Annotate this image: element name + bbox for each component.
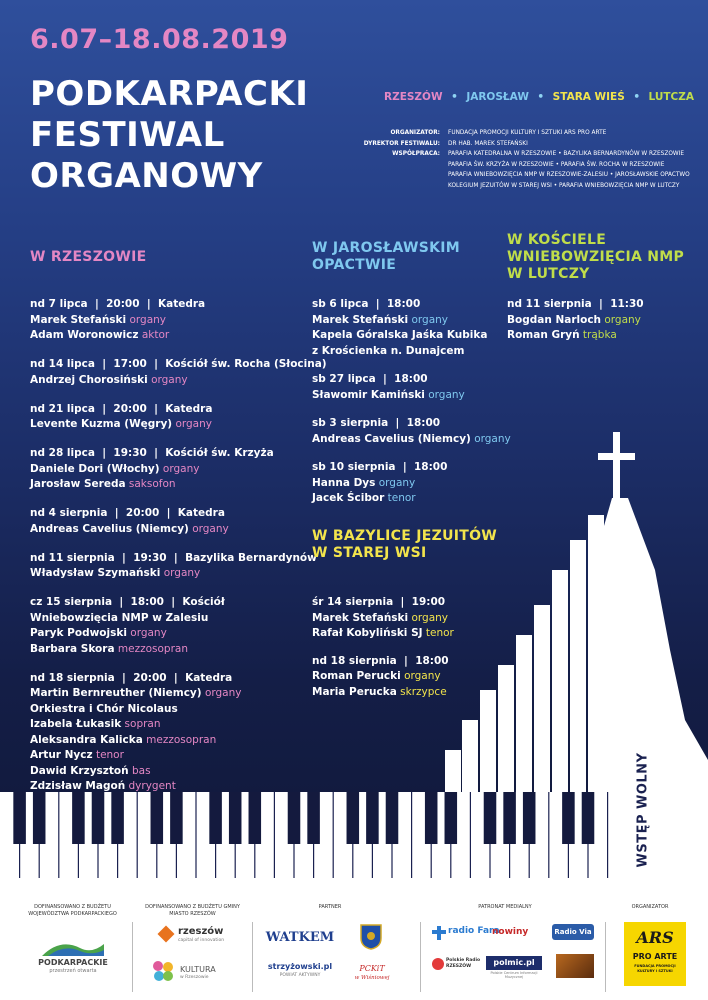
performer-role: organy [175,418,212,430]
jaroslaw-heading [312,240,512,274]
footer-divider [420,922,421,992]
coat-of-arms-icon [360,924,382,950]
title-line-2: FESTIWAL [30,115,225,155]
black-key [347,792,360,844]
performer-role: organy [604,313,641,326]
radio-via-logo: Radio Via [552,924,594,940]
performer-name: Barbara Skora [30,642,115,655]
performer-role: dyrygent [128,780,176,792]
podkarpackie-logo: PODKARPACKIE [38,958,108,967]
lutcza-heading [507,232,697,283]
event-header: cz 15 sierpnia | 18:00 | Kościół [30,596,225,608]
funding-region-label: DOFINANSOWANO Z BUDŻETU WOJEWÓDZTWA PODKARPACKIEGO [28,904,117,917]
city-separator: • [451,91,458,103]
performer-line [312,669,512,685]
performer-role: trąbka [582,329,617,341]
rzeszow-heading: W RZESZOWIE [30,249,147,265]
performer-name: Artur Nycz [30,749,93,761]
performer-name: z Krościenka n. Dunajcem [312,344,465,357]
performer-line [30,642,320,658]
ars-logo-mark: ARS [636,928,674,947]
event-block [30,595,320,657]
credits-block [322,128,702,191]
footer-divider [132,922,133,992]
radio-fara-icon [432,926,446,940]
performer-line [312,388,512,404]
performer-line [312,313,512,329]
nowiny-logo: nowiny [492,927,529,937]
city-stara-wies: STARA WIEŚ [552,91,625,103]
performer-line [312,611,512,627]
performer-name: Levente Kuzma (Węgry) [30,418,173,430]
black-key [484,792,497,844]
performer-role: mezzosopran [146,733,217,746]
director-value: DR HAB. MAREK STEFAŃSKI [448,140,528,147]
polmic-logo: polmic.pl [486,956,542,970]
performer-name: Roman Gryń [507,329,580,341]
cooperation-line: KOLEGIUM JEZUITÓW W STAREJ WSI • PARAFIA WNIEBOWZIĘCIA NMP W LUTCZY [448,182,680,189]
performer-line [30,417,320,433]
city-rzeszow: RZESZÓW [384,91,443,103]
performer-name: Jacek Ścibor [312,492,385,504]
performer-name: Maria Perucka [312,685,397,698]
stara-wies-events [312,595,512,712]
performer-line [30,626,320,642]
black-key [445,792,458,844]
free-entry-label [628,740,658,880]
event-header: sb 3 sierpnia | 18:00 [312,417,441,429]
performer-line [30,733,320,749]
event-header: nd 7 lipca | 20:00 | Katedra [30,298,206,310]
jaroslaw-events [312,297,512,520]
performer-name: Bogdan Narloch [507,313,602,326]
strzyzowski-sub: POWIAT AKTYWNY [279,973,321,978]
performer-role: organy [404,670,441,682]
radio-fara-logo: radio Fara [448,926,500,936]
event-block [312,297,512,359]
performer-name: Jarosław Sereda [30,478,126,490]
event-header: sb 27 lipca | 18:00 [312,373,428,385]
pckit-logo: PCKiT [359,964,385,973]
performer-name: Władysław Szymański [30,567,161,579]
rzeszow-events [30,297,327,808]
strzyzowski-logo: strzyżowski.pl [267,962,333,971]
event-header: nd 14 lipca | 17:00 | Kościół św. Rocha (Słocina) [30,358,327,370]
event-header: nd 21 lipca | 20:00 | Katedra [30,402,213,415]
event-header: nd 18 sierpnia | 20:00 | Katedra [30,671,233,684]
podkarpackie-logo-icon [40,936,106,958]
performer-line [30,328,320,344]
event-header: nd 11 sierpnia | 11:30 [507,298,644,310]
ars-pro-arte-logo [624,922,686,986]
director-label: DYREKTOR FESTIWALU: [363,140,440,147]
event-header: nd 18 sierpnia | 18:00 [312,654,449,667]
performer-role: organy [163,567,201,579]
event-block [30,671,320,795]
ars-logo-sub: FUNDACJA PROMOCJI KULTURY I SZTUKI [634,964,676,973]
black-key [425,792,438,844]
performer-name: Hanna Dys [312,476,376,489]
event-block [30,357,327,388]
event-block [30,551,320,582]
performer-name: Marek Stefański [30,313,127,326]
black-key [13,792,26,844]
city-jaroslaw: JAROSŁAW [466,91,529,103]
performer-role: organy [192,522,229,535]
performer-name: Orkiestra i Chór Nicolaus [30,702,178,715]
event-header: nd 11 sierpnia | 19:30 | Bazylika Bernardynów [30,551,317,564]
event-block [312,372,512,403]
performer-role: skrzypce [400,685,447,698]
polmic-sub: Polskie Centrum Informacji Muzycznej [490,971,538,979]
performer-line [30,717,320,733]
performer-name: Daniele Dori (Włochy) [30,462,160,475]
performer-name: Aleksandra Kalicka [30,733,143,746]
black-key [562,792,575,844]
cooperation-line: PARAFIA WNIEBOWZIĘCIA NMP W RZESZOWIE-ZALESIU • JAROSŁAWSKIE OPACTWO [448,172,690,178]
performer-name: Sławomir Kamiński [312,388,425,401]
media-photo-logo [556,954,594,978]
performer-role: organy [428,388,465,401]
black-key [582,792,595,844]
performer-line [30,477,320,493]
event-header: nd 4 sierpnia | 20:00 | Katedra [30,507,225,519]
title-line-3: ORGANOWY [30,156,263,196]
performer-line [30,566,320,582]
performer-role: organy [204,687,242,699]
partner-label: PARTNER [318,904,342,910]
performer-role: sopran [124,718,161,730]
performer-line [312,685,512,701]
performer-role: organy [411,611,449,624]
performer-line [312,491,512,507]
performer-name: Andreas Cavelius (Niemcy) [30,522,189,535]
performer-name: Marek Stefański [312,611,409,624]
performer-line [312,476,512,492]
event-header: sb 10 sierpnia | 18:00 [312,461,448,473]
rzeszow-sub: capital of innovation [178,938,225,943]
lutcza-heading-line: WNIEBOWZIĘCIA NMP [507,249,685,265]
performer-role: bas [131,764,151,777]
performer-name: Adam Woronowicz [30,329,139,341]
performer-role: saksofon [128,478,176,490]
kultura-sub: w Rzeszowie [180,975,209,980]
performer-role: organy [162,462,200,475]
performer-name: Marek Stefański [312,313,409,326]
performer-role: mezzosopran [117,642,188,655]
lutcza-heading-line: W KOŚCIELE [507,232,607,248]
kultura-logo: KULTURA [180,965,216,974]
event-block [507,297,697,344]
event-block [30,402,320,433]
watkem-logo: WATKEM [265,930,335,945]
cooperation-line: PARAFIA KATEDRALNA W RZESZOWIE • BAZYLIKA BERNARDYNÓW W RZESZOWIE [448,151,684,157]
stara-wies-heading-line: W STAREJ WSI [312,545,427,561]
performer-role: tenor [425,627,454,639]
performer-name: Kapela Góralska Jaśka Kubika [312,329,488,341]
performer-line [312,328,512,344]
free-entry-text: WSTĘP WOLNY [635,752,651,868]
organizer-value: FUNDACJA PROMOCJI KULTURY I SZTUKI ARS PRO ARTE [448,130,607,136]
performer-line [312,626,512,642]
polskie-radio-icon [432,958,444,970]
black-key [366,792,379,844]
event-header: sb 6 lipca | 18:00 [312,298,421,310]
footer-divider [252,922,253,992]
performer-role: organy [474,432,511,445]
kultura-logo-icon [150,958,176,984]
city-separator: • [537,91,545,103]
event-block [312,654,512,701]
event-header: Wniebowzięcia NMP w Zalesiu [30,611,209,624]
jaroslaw-heading-line: OPACTWIE [312,257,397,273]
performer-name: Izabela Łukasik [30,718,122,730]
performer-role: aktor [141,329,170,341]
rzeszow-logo: rzeszów [178,926,224,937]
event-block [30,506,320,537]
performer-line [30,764,320,780]
funding-city-label: DOFINANSOWANO Z BUDŻETU GMINY MIASTO RZESZÓW [145,904,240,917]
footer-divider [605,922,606,992]
footer-sponsors [0,878,708,1000]
jaroslaw-heading-line: W JAROSŁAWSKIM [312,240,461,256]
performer-role: tenor [387,492,416,504]
event-header: śr 14 sierpnia | 19:00 [312,596,446,608]
cities-list [384,91,694,103]
performer-line [30,779,320,795]
stara-wies-heading-line: W BAZYLICE JEZUITÓW [312,528,498,544]
performer-line [30,522,320,538]
performer-name: Zdzisław Magoń [30,780,126,792]
performer-line [30,686,320,702]
cross-horizontal [598,453,635,460]
event-block [312,595,512,642]
performer-role: organy [130,627,167,639]
black-key [386,792,399,844]
lutcza-heading-line: W LUTCZY [507,266,590,282]
event-block [312,416,512,447]
city-separator: • [633,91,641,103]
performer-name: Dawid Krzysztoń [30,764,129,777]
performer-name: Roman Perucki [312,670,401,682]
festival-dates: 6.07–18.08.2019 [30,24,289,55]
polskie-radio-logo: Polskie Radio RZESZÓW [446,958,481,969]
performer-line [312,344,512,360]
event-block [30,297,320,344]
title-line-1: PODKARPACKI [30,74,309,114]
rzeszow-logo-icon [158,926,175,943]
performer-name: Martin Bernreuther (Niemcy) [30,687,202,699]
performer-name: Rafał Kobyliński SJ [312,627,423,639]
organizer-footer-label: ORGANIZATOR [631,904,669,910]
cooperation-line: PARAFIA ŚW. KRZYŻA W RZESZOWIE • PARAFIA ŚW. ROCHA W RZESZOWIE [448,161,665,168]
performer-role: organy [151,373,188,386]
performer-line [30,313,320,329]
performer-role: organy [129,313,167,326]
performer-role: organy [411,313,449,326]
event-block [30,446,320,493]
black-key [503,792,516,844]
pckit-sub: w Wiśniowej [354,975,390,981]
performer-role: tenor [95,749,124,761]
city-lutcza: LUTCZA [648,91,694,103]
ars-logo-name: PRO ARTE [632,952,678,961]
event-block [312,460,512,507]
performer-line [30,373,320,389]
performer-line [30,748,320,764]
podkarpackie-sub: przestrzeń otwarta [49,968,97,974]
cooperation-label: WSPÓŁPRACA: [392,151,440,157]
performer-name: Andreas Cavelius (Niemcy) [312,432,471,445]
performer-name: Andrzej Chorosiński [30,373,148,386]
media-label: PATRONAT MEDIALNY [478,904,532,910]
event-header: nd 28 lipca | 19:30 | Kościół św. Krzyża [30,447,274,459]
performer-line [30,702,320,718]
organizer-label: ORGANIZATOR: [390,130,440,136]
performer-line [507,328,697,344]
performer-name: Paryk Podwojski [30,627,127,639]
performer-line [312,432,512,448]
performer-line [507,313,697,329]
stara-wies-heading [312,528,512,562]
lutcza-events [507,297,697,356]
black-key [523,792,536,844]
cross-vertical [613,432,620,498]
performer-line [30,462,320,478]
performer-role: organy [378,476,416,489]
